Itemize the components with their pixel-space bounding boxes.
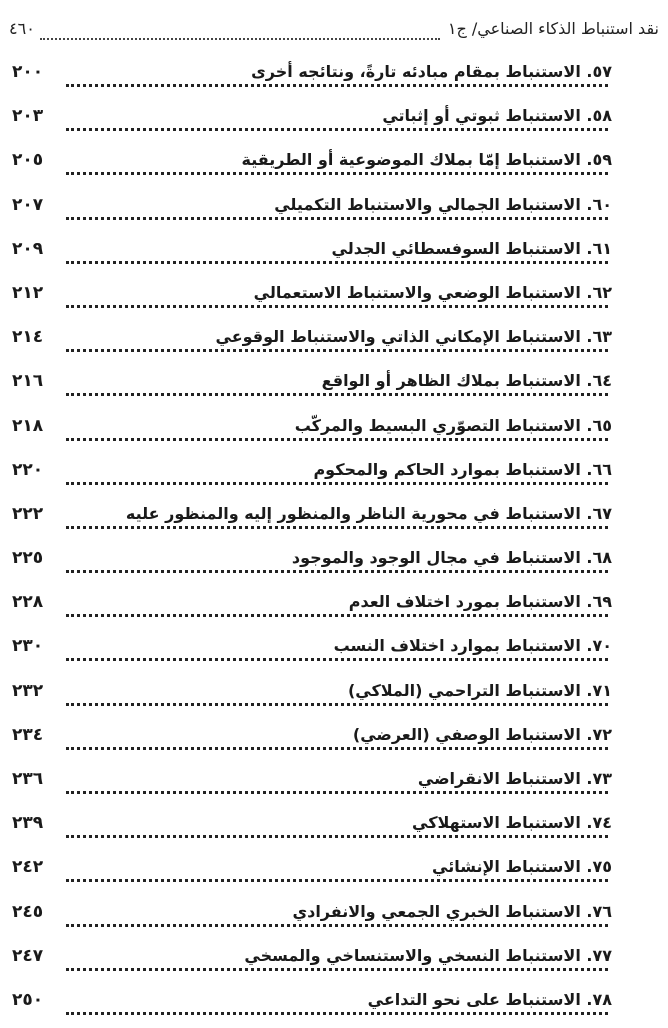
dot-leader bbox=[66, 305, 608, 308]
running-header bbox=[0, 10, 668, 46]
toc-entry bbox=[0, 807, 668, 851]
toc-entry-title: ٦٦. الاستنباط بموارد الحاكم والمحكوم bbox=[307, 460, 612, 479]
toc-entry-page-number: ٢٠٩ bbox=[12, 238, 44, 259]
toc-entry-page-number: ٢٠٧ bbox=[12, 194, 44, 215]
toc-entry-title: ٦١. الاستنباط السوفسطائي الجدلي bbox=[326, 239, 612, 258]
dot-leader bbox=[66, 791, 608, 794]
dot-leader bbox=[66, 703, 608, 706]
header-page-number: ٤٦٠ bbox=[9, 19, 35, 38]
toc-entry bbox=[0, 454, 668, 498]
toc-entry-page-number: ٢١٢ bbox=[12, 282, 44, 303]
toc-entry bbox=[0, 542, 668, 586]
dot-leader bbox=[66, 924, 608, 927]
toc-entry bbox=[0, 233, 668, 277]
toc-entry bbox=[0, 851, 668, 895]
toc-entry-title: ٧٤. الاستنباط الاستهلاكي bbox=[406, 813, 612, 832]
dot-leader bbox=[66, 438, 608, 441]
dot-leader bbox=[66, 482, 608, 485]
toc-entry-title: ٥٩. الاستنباط إمّا بملاك الموضوعية أو الطريقية bbox=[236, 150, 612, 169]
dot-leader bbox=[66, 968, 608, 971]
dot-leader bbox=[66, 261, 608, 264]
toc-entry-page-number: ٢١٦ bbox=[12, 371, 44, 392]
toc-entry-title: ٧٨. الاستنباط على نحو التداعي bbox=[362, 990, 612, 1009]
toc-entry bbox=[0, 56, 668, 100]
toc-entry-page-number: ٢٠٣ bbox=[12, 106, 44, 127]
toc-entry bbox=[0, 365, 668, 409]
toc-entry-page-number: ٢٥٠ bbox=[12, 989, 44, 1010]
toc-entry bbox=[0, 586, 668, 630]
toc-entry-title: ٦٩. الاستنباط بمورد اختلاف العدم bbox=[343, 592, 612, 611]
dot-leader bbox=[66, 1012, 608, 1015]
toc-entry bbox=[0, 277, 668, 321]
toc-entry-title: ٧٢. الاستنباط الوصفي (العرضي) bbox=[347, 725, 612, 744]
toc-entry-title: ٦٣. الاستنباط الإمكاني الذاتي والاستنباط الوقوعي bbox=[210, 327, 612, 346]
toc-entry-title: ٦٨. الاستنباط في مجال الوجود والموجود bbox=[286, 548, 612, 567]
header-dot-leader bbox=[40, 38, 440, 40]
header-title: نقد استنباط الذكاء الصناعي/ ج١ bbox=[447, 19, 659, 38]
toc-entry bbox=[0, 321, 668, 365]
dot-leader bbox=[66, 614, 608, 617]
dot-leader bbox=[66, 835, 608, 838]
toc-entry bbox=[0, 189, 668, 233]
toc-entry-page-number: ٢٣٠ bbox=[12, 636, 44, 657]
toc-entry-title: ٥٧. الاستنباط بمقام مبادئه تارةً، ونتائجه أخرى bbox=[245, 62, 612, 81]
toc-entry bbox=[0, 896, 668, 940]
toc-entry-page-number: ٢٢٢ bbox=[12, 503, 44, 524]
toc-entry-title: ٧١. الاستنباط التراحمي (الملاكي) bbox=[342, 681, 612, 700]
toc-entry-page-number: ٢٠٠ bbox=[12, 62, 44, 82]
toc-entry bbox=[0, 763, 668, 807]
toc-entry-title: ٧٥. الاستنباط الإنشائي bbox=[426, 857, 612, 876]
toc-entry bbox=[0, 984, 668, 1028]
toc-entry-page-number: ٢٢٥ bbox=[12, 548, 44, 569]
toc-entry bbox=[0, 410, 668, 454]
toc-entry bbox=[0, 675, 668, 719]
toc-entry-page-number: ٢٣٤ bbox=[12, 724, 44, 745]
toc-entry bbox=[0, 940, 668, 984]
toc-entry-page-number: ٢١٤ bbox=[12, 327, 44, 348]
toc-entry-page-number: ٢٢٨ bbox=[12, 592, 44, 613]
dot-leader bbox=[66, 658, 608, 661]
toc-entry-page-number: ٢٢٠ bbox=[12, 459, 44, 480]
toc-entry-page-number: ٢٣٦ bbox=[12, 769, 44, 789]
toc-entry-title: ٦٧. الاستنباط في محورية الناظر والمنظور إليه والمنظور عليه bbox=[120, 504, 612, 523]
toc-entry bbox=[0, 144, 668, 188]
toc-entry-page-number: ٢١٨ bbox=[12, 415, 44, 436]
toc-entry-page-number: ٢٤٥ bbox=[12, 901, 44, 922]
dot-leader bbox=[66, 747, 608, 750]
toc-entry bbox=[0, 498, 668, 542]
toc-entry-title: ٧٦. الاستنباط الخبري الجمعي والانفرادي bbox=[286, 902, 612, 921]
toc-entry-title: ٦٠. الاستنباط الجمالي والاستنباط التكميلي bbox=[268, 195, 612, 214]
toc-entry bbox=[0, 100, 668, 144]
dot-leader bbox=[66, 393, 608, 396]
dot-leader bbox=[66, 172, 608, 175]
dot-leader bbox=[66, 217, 608, 220]
toc-entry-title: ٧٧. الاستنباط النسخي والاستنساخي والمسخي bbox=[238, 946, 612, 965]
dot-leader bbox=[66, 526, 608, 529]
toc-entry-title: ٦٤. الاستنباط بملاك الظاهر أو الواقع bbox=[316, 371, 612, 390]
toc-entry-page-number: ٢٣٩ bbox=[12, 813, 44, 834]
toc-entry-page-number: ٢٤٧ bbox=[12, 945, 44, 966]
dot-leader bbox=[66, 349, 608, 352]
dot-leader bbox=[66, 84, 608, 87]
toc-entry-page-number: ٢٣٢ bbox=[12, 680, 44, 701]
toc-entry-title: ٦٢. الاستنباط الوضعي والاستنباط الاستعمالي bbox=[248, 283, 612, 302]
toc-entry-title: ٥٨. الاستنباط ثبوتي أو إثباتي bbox=[376, 106, 612, 125]
dot-leader bbox=[66, 128, 608, 131]
toc-entry bbox=[0, 630, 668, 674]
table-of-contents bbox=[0, 56, 668, 1028]
toc-entry-page-number: ٢٤٢ bbox=[12, 857, 44, 878]
dot-leader bbox=[66, 570, 608, 573]
toc-entry-page-number: ٢٠٥ bbox=[12, 150, 44, 171]
toc-entry-title: ٧٠. الاستنباط بموارد اختلاف النسب bbox=[328, 636, 612, 655]
dot-leader bbox=[66, 879, 608, 882]
toc-entry-title: ٧٣. الاستنباط الانقراضي bbox=[412, 769, 612, 788]
toc-entry bbox=[0, 719, 668, 763]
toc-entry-title: ٦٥. الاستنباط التصوّري البسيط والمركّب bbox=[289, 416, 612, 435]
